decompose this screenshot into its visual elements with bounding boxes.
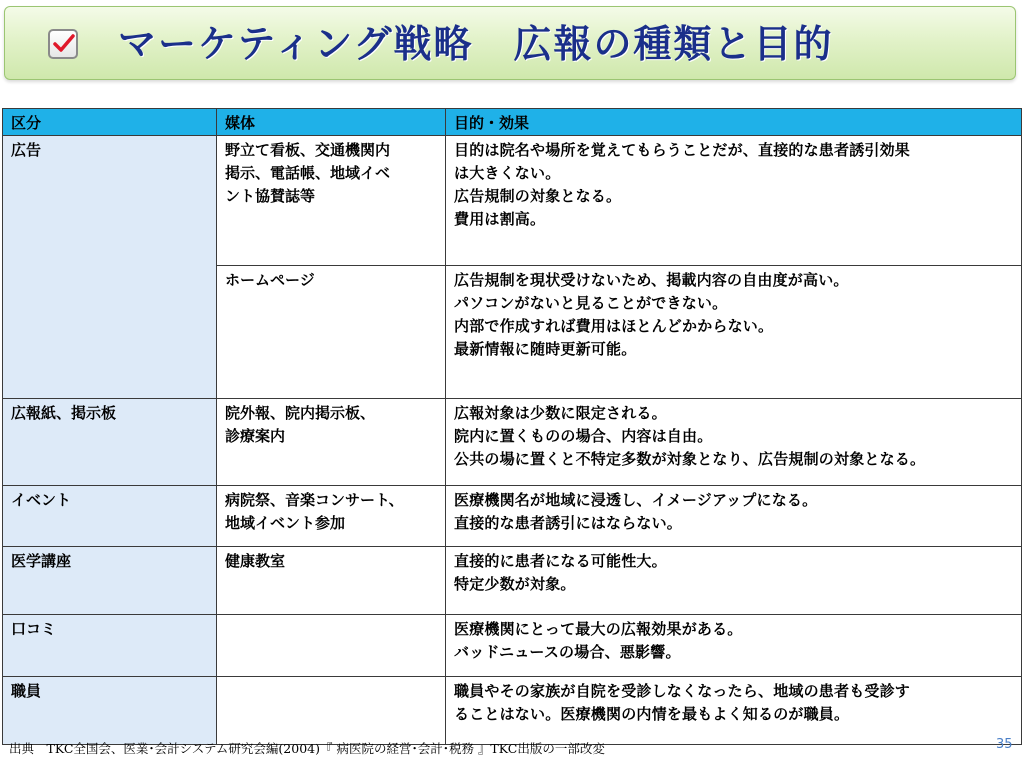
medium-cell xyxy=(217,615,446,677)
medium-cell xyxy=(217,547,446,615)
effects-cell xyxy=(446,399,1022,486)
category-cell: 口コミ xyxy=(3,615,217,677)
effects-cell xyxy=(446,266,1022,399)
medium-line: ホームページ xyxy=(225,271,315,289)
slide-title: マーケティング戦略 広報の種類と目的 xyxy=(118,21,834,66)
effect-line: 職員やその家族が自院を受診しなくなったら、地域の患者も受診す xyxy=(454,682,911,700)
effects-cell xyxy=(446,677,1022,745)
effect-line: 最新情報に随時更新可能。 xyxy=(454,340,637,358)
medium-line: 地域イベント参加 xyxy=(225,514,346,532)
effects-cell xyxy=(446,547,1022,615)
source-citation: 出典 TKC全国会、医業･会計システム研究会編(2004)『 病医院の経営･会計･税務 』TKC出版の一部改変 xyxy=(9,741,605,756)
medium-cell xyxy=(217,399,446,486)
medium-cell xyxy=(217,136,446,266)
title-bar xyxy=(4,6,1016,80)
medium-cell xyxy=(217,677,446,745)
medium-line: 病院祭、音楽コンサート、 xyxy=(225,491,404,509)
effect-line: は大きくない。 xyxy=(454,164,561,182)
effect-line: パソコンがないと見ることができない。 xyxy=(454,294,728,312)
header-category: 区分 xyxy=(3,109,217,136)
effect-line: 目的は院名や場所を覚えてもらうことだが、直接的な患者誘引効果 xyxy=(454,141,911,159)
effect-line: 広告規制を現状受けないため、掲載内容の自由度が高い。 xyxy=(454,271,849,289)
category-cell: 広報紙、掲示板 xyxy=(3,399,217,486)
header-medium: 媒体 xyxy=(217,109,446,136)
effects-cell xyxy=(446,136,1022,266)
effect-line: 特定少数が対象。 xyxy=(454,575,576,593)
table-row xyxy=(3,547,1022,615)
page-number: 35 xyxy=(996,737,1013,752)
effect-line: 内部で作成すれば費用はほとんどかからない。 xyxy=(454,317,774,335)
medium-line: ント協賛誌等 xyxy=(225,187,316,205)
effect-line: 直接的な患者誘引にはならない。 xyxy=(454,514,683,532)
category-cell: 職員 xyxy=(3,677,217,745)
medium-line: 院外報、院内掲示板、 xyxy=(225,404,376,422)
effect-line: 広報対象は少数に限定される。 xyxy=(454,404,667,422)
table-header-row xyxy=(3,109,1022,136)
effect-line: 公共の場に置くと不特定多数が対象となり、広告規制の対象となる。 xyxy=(454,450,926,468)
effect-line: 広告規制の対象となる。 xyxy=(454,187,622,205)
category-cell: 医学講座 xyxy=(3,547,217,615)
effects-cell xyxy=(446,486,1022,547)
effect-line: 医療機関名が地域に浸透し、イメージアップになる。 xyxy=(454,491,818,509)
marketing-table-wrapper xyxy=(2,108,1021,745)
effect-line: バッドニュースの場合、悪影響。 xyxy=(454,643,681,661)
table-row xyxy=(3,136,1022,266)
medium-cell xyxy=(217,266,446,399)
medium-line: 掲示、電話帳、地域イベ xyxy=(225,164,391,182)
medium-line: 野立て看板、交通機関内 xyxy=(225,141,391,159)
header-purpose: 目的・効果 xyxy=(446,109,1022,136)
checkbox-icon xyxy=(48,29,78,59)
table-row xyxy=(3,615,1022,677)
table-row xyxy=(3,677,1022,745)
effect-line: 院内に置くものの場合、内容は自由。 xyxy=(454,427,713,445)
medium-line: 健康教室 xyxy=(225,552,286,570)
category-cell: イベント xyxy=(3,486,217,547)
effect-line: 費用は割高。 xyxy=(454,210,546,228)
effect-line: ることはない。医療機関の内情を最もよく知るのが職員。 xyxy=(454,705,850,723)
category-cell: 広告 xyxy=(3,136,217,399)
effect-line: 直接的に患者になる可能性大。 xyxy=(454,552,667,570)
table-row xyxy=(3,399,1022,486)
marketing-table xyxy=(2,108,1022,745)
effects-cell xyxy=(446,615,1022,677)
table-row xyxy=(3,486,1022,547)
medium-cell xyxy=(217,486,446,547)
effect-line: 医療機関にとって最大の広報効果がある。 xyxy=(454,620,743,638)
medium-line: 診療案内 xyxy=(225,427,286,445)
